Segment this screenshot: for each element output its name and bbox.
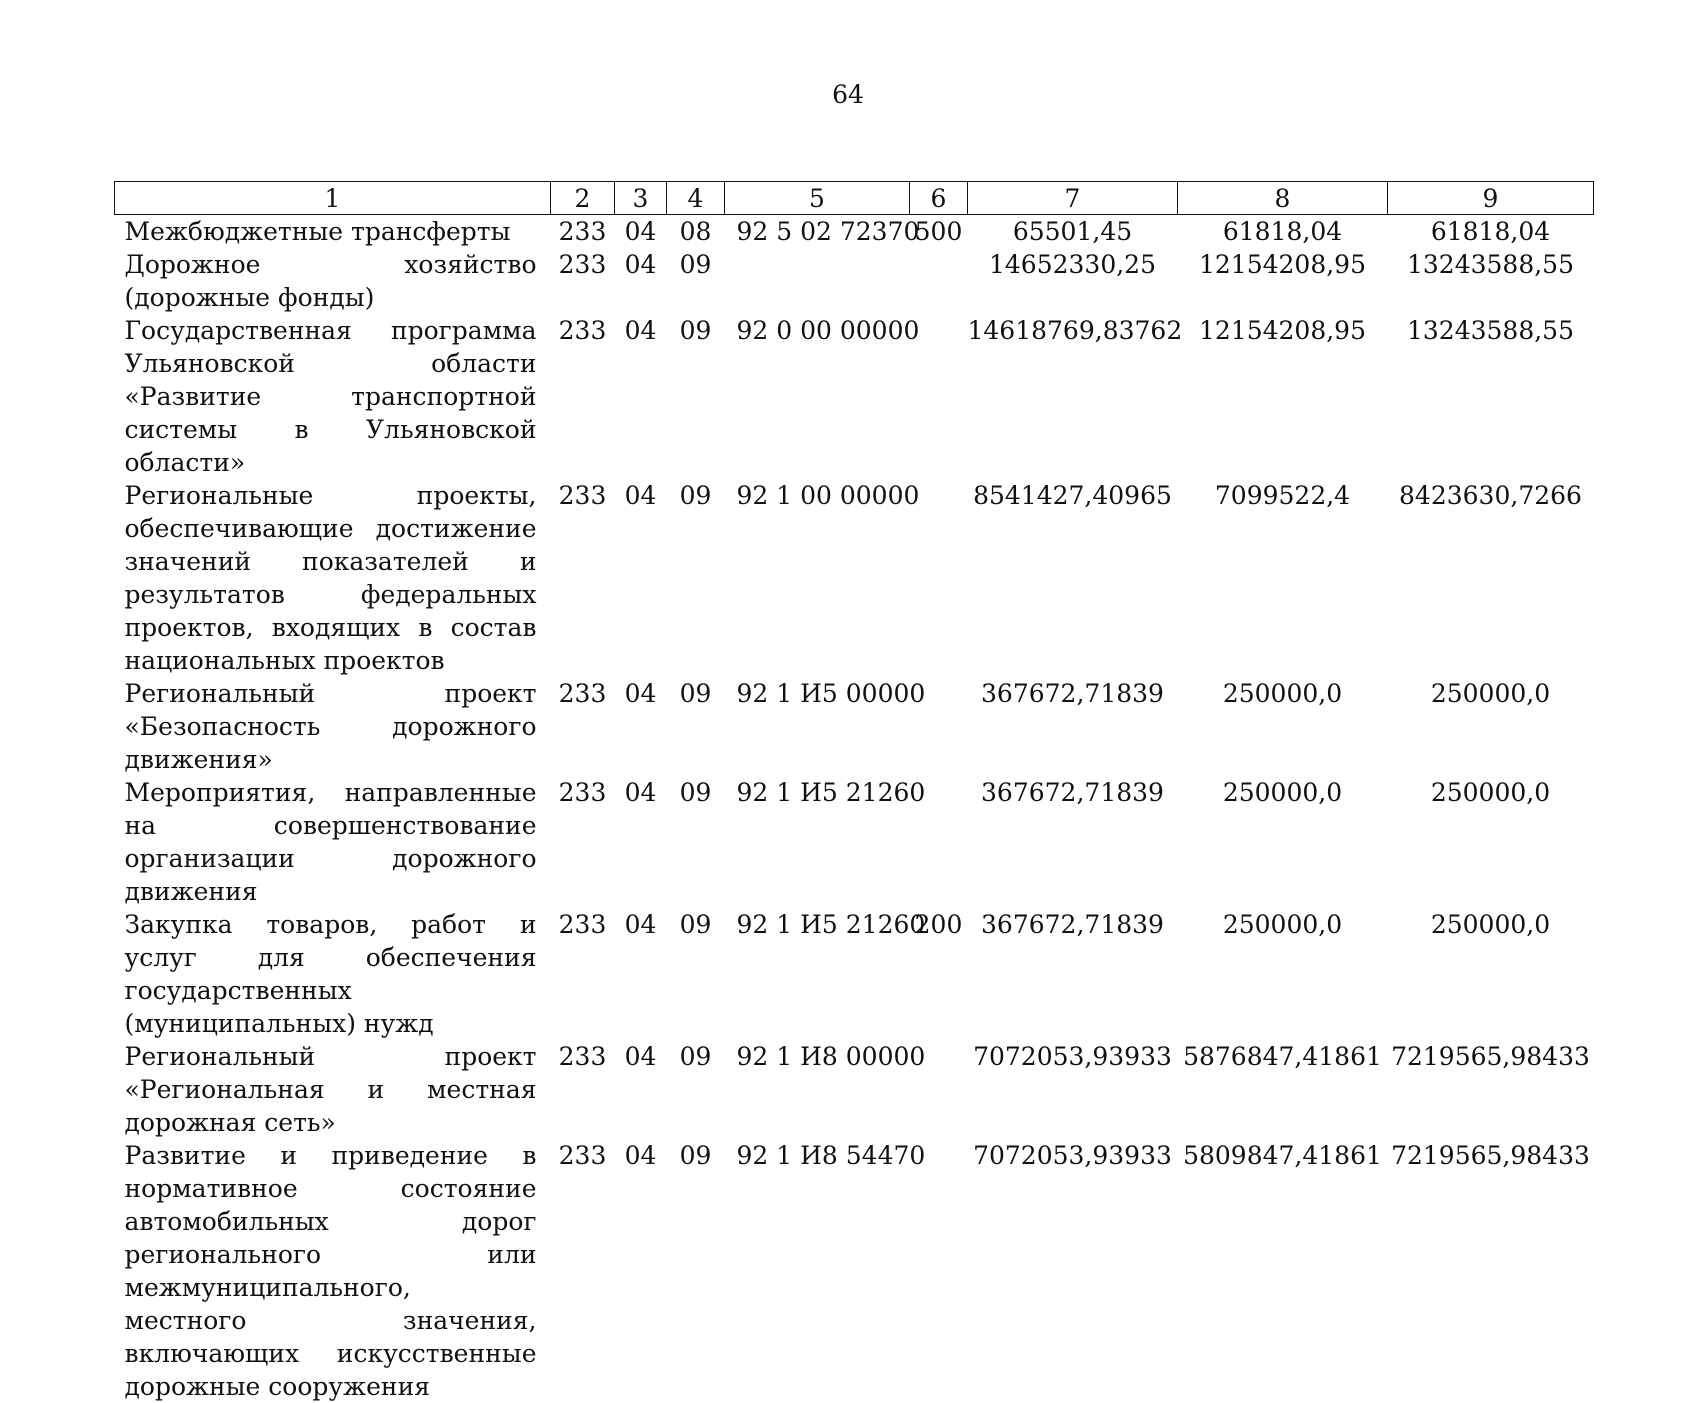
row-name: Мероприятия, направленные на совершенствование организации дорожного движения (124, 778, 537, 906)
cell-col2: 233 (558, 778, 607, 807)
column-header: 5 (725, 182, 910, 215)
cell-col9: 7219565,98433 (1391, 1042, 1590, 1071)
cell-col6: 200 (914, 910, 963, 939)
cell-col8: 61818,04 (1222, 217, 1343, 246)
cell-col7: 367672,71839 (981, 778, 1164, 807)
cell-col7: 65501,45 (1012, 217, 1133, 246)
cell-col4: 09 (679, 481, 712, 510)
table-row (115, 314, 1594, 479)
cell-col8: 12154208,95 (1198, 250, 1366, 279)
column-header: 9 (1388, 182, 1594, 215)
cell-col9: 8423630,7266 (1399, 481, 1582, 510)
column-header: 2 (551, 182, 615, 215)
header-row (115, 182, 1594, 215)
cell-col4: 09 (679, 679, 712, 708)
cell-col5: 92 1 И5 21260 (736, 910, 926, 939)
cell-col8: 5876847,41861 (1183, 1042, 1382, 1071)
cell-col9: 250000,0 (1430, 778, 1551, 807)
table-row (115, 215, 1594, 249)
cell-col8: 12154208,95 (1198, 316, 1366, 345)
budget-table (114, 181, 1594, 1403)
cell-col3: 04 (624, 1042, 657, 1071)
row-name: Закупка товаров, работ и услуг для обеспечения государственных (муниципальных) нужд (124, 910, 537, 1038)
cell-col9: 61818,04 (1430, 217, 1551, 246)
table-row (115, 479, 1594, 677)
cell-col3: 04 (624, 250, 657, 279)
cell-col8: 7099522,4 (1214, 481, 1351, 510)
cell-col5 (725, 248, 910, 314)
cell-col7: 8541427,40965 (973, 481, 1172, 510)
cell-col7: 367672,71839 (981, 679, 1164, 708)
cell-col7: 14618769,83762 (967, 316, 1183, 345)
cell-col7: 14652330,25 (988, 250, 1156, 279)
cell-col4: 09 (679, 1141, 712, 1170)
cell-col2: 233 (558, 481, 607, 510)
table-row (115, 677, 1594, 776)
table-row (115, 1139, 1594, 1403)
cell-col2: 233 (558, 1141, 607, 1170)
column-header: 1 (115, 182, 551, 215)
cell-col5: 92 1 И5 21260 (736, 778, 926, 807)
cell-col7: 7072053,93933 (973, 1141, 1172, 1170)
table-row (115, 248, 1594, 314)
cell-col9: 250000,0 (1430, 679, 1551, 708)
cell-col5: 92 1 И8 54470 (736, 1141, 926, 1170)
cell-col2: 233 (558, 1042, 607, 1071)
cell-col6: 500 (914, 217, 963, 246)
cell-col2: 233 (558, 250, 607, 279)
cell-col3: 04 (624, 778, 657, 807)
cell-col2: 233 (558, 217, 607, 246)
cell-col9: 250000,0 (1430, 910, 1551, 939)
cell-col9: 13243588,55 (1406, 316, 1574, 345)
cell-col9: 13243588,55 (1406, 250, 1574, 279)
cell-col2: 233 (558, 316, 607, 345)
cell-col5: 92 1 И5 00000 (736, 679, 926, 708)
row-name: Региональные проекты, обеспечивающие достижение значений показателей и результатов федеральных проектов, входящих в состав национальных проектов (124, 481, 537, 675)
table-row (115, 908, 1594, 1040)
cell-col3: 04 (624, 217, 657, 246)
row-name: Региональный проект «Региональная и местная дорожная сеть» (124, 1042, 537, 1137)
cell-col8: 5809847,41861 (1183, 1141, 1382, 1170)
cell-col8: 250000,0 (1222, 910, 1343, 939)
cell-col6 (910, 248, 968, 314)
table-row (115, 1040, 1594, 1139)
cell-col2: 233 (558, 679, 607, 708)
cell-col3: 04 (624, 1141, 657, 1170)
cell-col3: 04 (624, 481, 657, 510)
cell-col4: 09 (679, 910, 712, 939)
column-header: 6 (910, 182, 968, 215)
cell-col4: 09 (679, 1042, 712, 1071)
column-header: 7 (968, 182, 1178, 215)
table-row (115, 776, 1594, 908)
cell-col7: 367672,71839 (981, 910, 1164, 939)
cell-col3: 04 (624, 910, 657, 939)
row-name: Межбюджетные трансферты (124, 217, 511, 246)
cell-col5: 92 1 00 00000 (736, 481, 920, 510)
cell-col4: 09 (679, 316, 712, 345)
cell-col3: 04 (624, 679, 657, 708)
column-header: 3 (615, 182, 667, 215)
cell-col5: 92 5 02 72370 (736, 217, 920, 246)
cell-col4: 08 (679, 217, 712, 246)
cell-col7: 7072053,93933 (973, 1042, 1172, 1071)
column-header: 8 (1178, 182, 1388, 215)
row-name: Дорожное хозяйство (дорожные фонды) (124, 250, 537, 312)
cell-col8: 250000,0 (1222, 679, 1343, 708)
cell-col9: 7219565,98433 (1391, 1141, 1590, 1170)
column-header: 4 (667, 182, 725, 215)
row-name: Региональный проект «Безопасность дорожного движения» (124, 679, 537, 774)
page-number: 64 (832, 80, 864, 109)
row-name: Развитие и приведение в нормативное состояние автомобильных дорог регионального или межмуниципального, местного значения, включающих искусственные дорожные сооружения (124, 1141, 537, 1401)
cell-col5: 92 0 00 00000 (736, 316, 920, 345)
cell-col4: 09 (679, 250, 712, 279)
cell-col6 (910, 1139, 968, 1403)
cell-col5: 92 1 И8 00000 (736, 1042, 926, 1071)
row-name: Государственная программа Ульяновской области «Развитие транспортной системы в Ульяновской области» (124, 316, 537, 477)
cell-col8: 250000,0 (1222, 778, 1343, 807)
cell-col2: 233 (558, 910, 607, 939)
cell-col3: 04 (624, 316, 657, 345)
cell-col4: 09 (679, 778, 712, 807)
